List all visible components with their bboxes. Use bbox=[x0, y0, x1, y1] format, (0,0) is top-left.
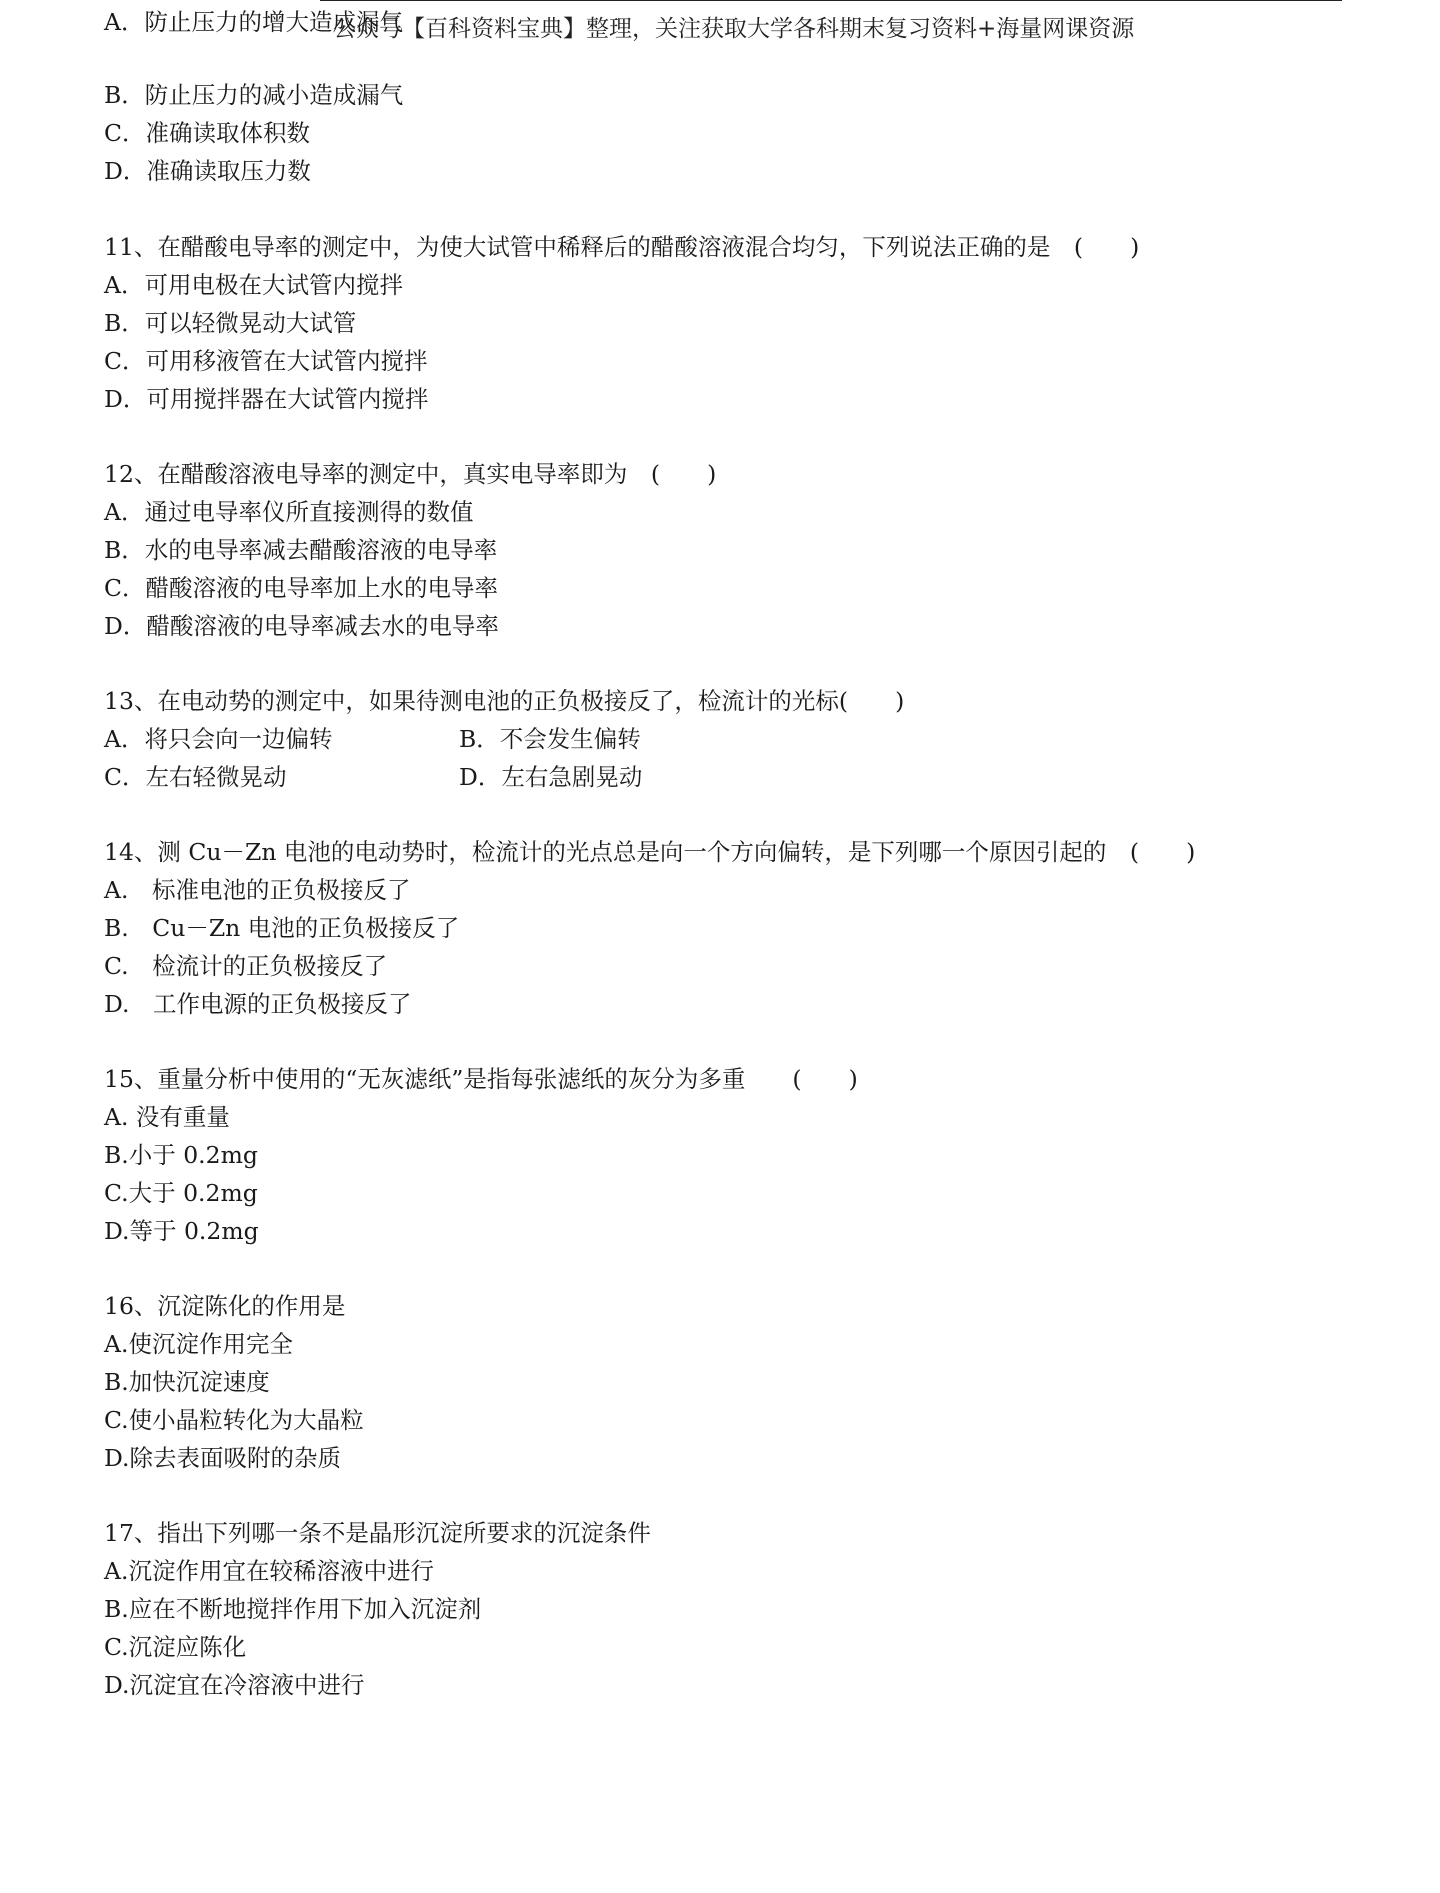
q15-option-a: A. 没有重量 bbox=[104, 1103, 230, 1131]
q10-option-a: A．防止压力的增大造成漏气 bbox=[104, 8, 403, 36]
header-rule bbox=[320, 0, 1342, 1]
header-note: 公众号【百科资料宝典】整理，关注获取大学各科期末复习资料+海量网课资源 bbox=[333, 16, 1135, 42]
q13-option-a: A．将只会向一边偏转 bbox=[104, 725, 333, 753]
q10-option-d: D．准确读取压力数 bbox=[104, 157, 311, 185]
q14-option-b: B. Cu－Zn 电池的正负极接反了 bbox=[104, 914, 460, 942]
q15-option-c: C.大于 0.2mg bbox=[104, 1179, 258, 1207]
q17-option-c: C.沉淀应陈化 bbox=[104, 1633, 247, 1661]
q11-option-c: C．可用移液管在大试管内搅拌 bbox=[104, 347, 428, 375]
q14-option-d: D. 工作电源的正负极接反了 bbox=[104, 990, 412, 1018]
q13-stem: 13、在电动势的测定中，如果待测电池的正负极接反了，检流计的光标( ) bbox=[104, 687, 905, 715]
q15-option-d: D.等于 0.2mg bbox=[104, 1217, 259, 1245]
q17-option-b: B.应在不断地搅拌作用下加入沉淀剂 bbox=[104, 1595, 482, 1623]
q11-option-a: A．可用电极在大试管内搅拌 bbox=[104, 271, 403, 299]
q16-option-d: D.除去表面吸附的杂质 bbox=[104, 1444, 341, 1472]
q15-stem: 15、重量分析中使用的“无灰滤纸”是指每张滤纸的灰分为多重 ( ) bbox=[104, 1065, 858, 1093]
q11-option-b: B．可以轻微晃动大试管 bbox=[104, 309, 357, 337]
q12-option-b: B．水的电导率减去醋酸溶液的电导率 bbox=[104, 536, 498, 564]
q11-stem: 11、在醋酸电导率的测定中，为使大试管中稀释后的醋酸溶液混合均匀，下列说法正确的是 ( ) bbox=[104, 233, 1140, 261]
q13-option-d: D．左右急剧晃动 bbox=[459, 763, 643, 791]
q11-option-d: D．可用搅拌器在大试管内搅拌 bbox=[104, 385, 429, 413]
q16-stem: 16、沉淀陈化的作用是 bbox=[104, 1292, 346, 1320]
q13-option-c: C．左右轻微晃动 bbox=[104, 763, 287, 791]
q12-option-d: D．醋酸溶液的电导率减去水的电导率 bbox=[104, 612, 499, 640]
q16-option-c: C.使小晶粒转化为大晶粒 bbox=[104, 1406, 364, 1434]
q14-stem: 14、测 Cu－Zn 电池的电动势时，检流计的光点总是向一个方向偏转，是下列哪一个原因引起的 ( ) bbox=[104, 838, 1196, 866]
q16-option-b: B.加快沉淀速度 bbox=[104, 1368, 270, 1396]
q13-option-b: B．不会发生偏转 bbox=[459, 725, 641, 753]
q16-option-a: A.使沉淀作用完全 bbox=[104, 1330, 293, 1358]
q17-option-a: A.沉淀作用宜在较稀溶液中进行 bbox=[104, 1557, 434, 1585]
q15-option-b: B.小于 0.2mg bbox=[104, 1141, 258, 1169]
q17-stem: 17、指出下列哪一条不是晶形沉淀所要求的沉淀条件 bbox=[104, 1519, 651, 1547]
q14-option-c: C. 检流计的正负极接反了 bbox=[104, 952, 388, 980]
q12-stem: 12、在醋酸溶液电导率的测定中，真实电导率即为 ( ) bbox=[104, 460, 717, 488]
q14-option-a: A. 标准电池的正负极接反了 bbox=[104, 876, 411, 904]
q12-option-a: A．通过电导率仪所直接测得的数值 bbox=[104, 498, 474, 526]
q12-option-c: C．醋酸溶液的电导率加上水的电导率 bbox=[104, 574, 498, 602]
q10-option-b: B．防止压力的减小造成漏气 bbox=[104, 81, 404, 109]
q17-option-d: D.沉淀宜在冷溶液中进行 bbox=[104, 1671, 365, 1699]
q10-option-c: C．准确读取体积数 bbox=[104, 119, 310, 147]
